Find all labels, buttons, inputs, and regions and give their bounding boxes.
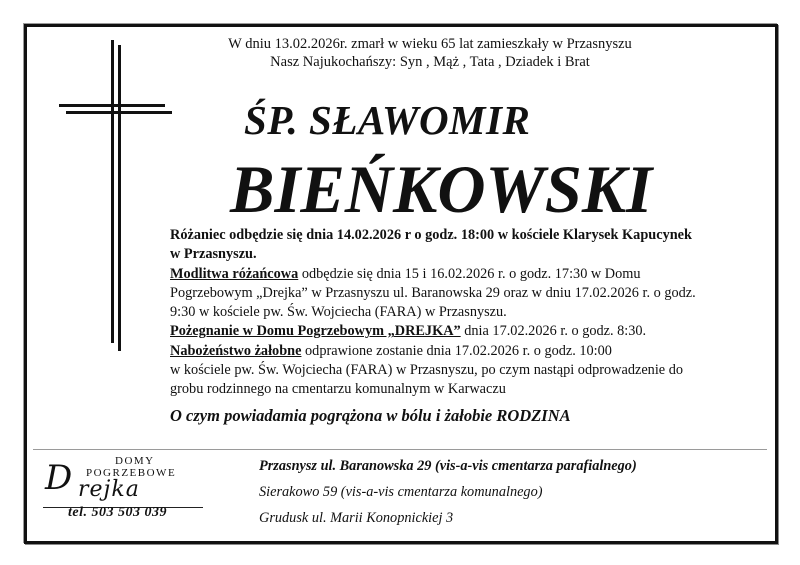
prayer-line-2: Pogrzebowym „Drejka” w Przasnyszu ul. Baranowska 29 oraz w dniu 17.02.2026 r. o godz.: [170, 284, 696, 301]
deceased-first-name: ŚP. SŁAWOMIR: [244, 97, 531, 143]
rosary-line-1: Różaniec odbędzie się dnia 14.02.2026 r o godz. 18:00 w kościele Klarysek Kapucynek: [170, 227, 692, 243]
prayer-line-3: 9:30 w kościele pw. Św. Wojciecha (FARA) w Przasnyszu.: [170, 304, 507, 321]
prayer-label: Modlitwa różańcowa: [170, 265, 299, 282]
funeral-line-3: grobu rodzinnego na cmentarzu komunalnym w Karwaczu: [170, 381, 506, 398]
farewell-text: dnia 17.02.2026 r. o godz. 8:30.: [460, 323, 647, 340]
prayer-text: odbędzie się dnia 15 i 16.02.2026 r. o godz. 17:30 w Domu: [298, 265, 641, 282]
funeral-line-1: [170, 342, 770, 361]
funeral-text: odprawione zostanie dnia 17.02.2026 r. o godz. 10:00: [301, 342, 612, 359]
funeral-label: Nabożeństwo żałobne: [170, 342, 302, 359]
relations-line: Nasz Najukochańszy: Syn , Mąż , Tata , Dziadek i Brat: [270, 54, 590, 70]
logo-initial: D: [45, 458, 73, 498]
logo-line-2: POGRZEBOWE: [86, 467, 177, 479]
farewell-line: [170, 322, 770, 341]
logo-name: rejka: [78, 477, 140, 502]
rosary-line-2: w Przasnyszu.: [170, 246, 257, 263]
address-przasnysz: Przasnysz ul. Baranowska 29 (vis-a-vis cmentarza parafialnego): [259, 458, 637, 474]
logo-line-1: DOMY: [115, 455, 155, 467]
death-announcement-line: W dniu 13.02.2026r. zmarł w wieku 65 lat zamieszkały w Przasnyszu: [228, 36, 632, 52]
funeral-line-2: w kościele pw. Św. Wojciecha (FARA) w Przasnyszu, po czym nastąpi odprowadzenie do: [170, 362, 684, 379]
farewell-label: Pożegnanie w Domu Pogrzebowym „DREJKA”: [170, 323, 461, 340]
footer-divider: [33, 449, 767, 450]
phone-number: tel. 503 503 039: [68, 505, 167, 520]
deceased-surname: BIEŃKOWSKI: [230, 151, 653, 227]
prayer-line-1: [170, 265, 770, 284]
address-sierakowo: Sierakowo 59 (vis-a-vis cmentarza komunalnego): [259, 484, 543, 500]
family-closing-line: O czym powiadamia pogrążona w bólu i żałobie RODZINA: [170, 406, 571, 425]
ceremony-details: [170, 226, 770, 400]
address-grudusk: Grudusk ul. Marii Konopnickiej 3: [259, 510, 454, 526]
